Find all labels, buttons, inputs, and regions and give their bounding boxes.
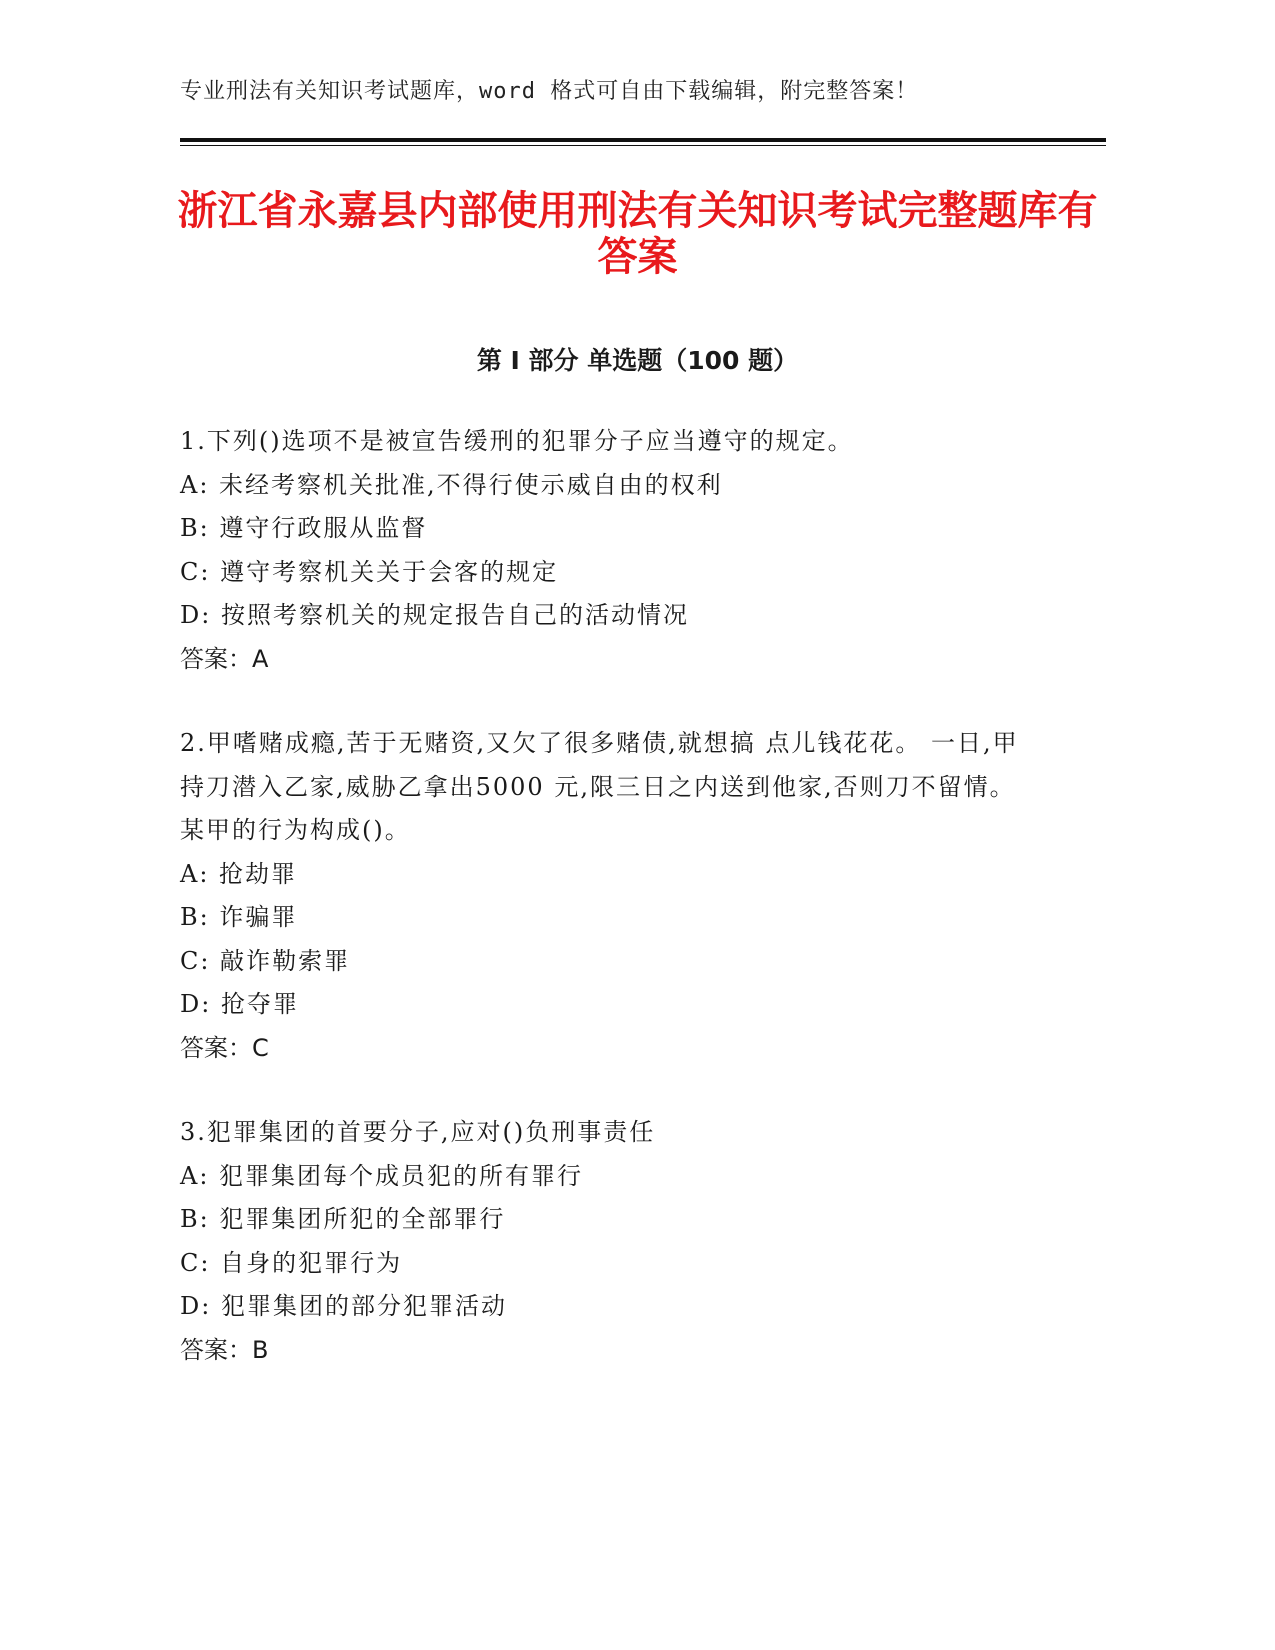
document-title: 浙江省永嘉县内部使用刑法有关知识考试完整题库有答案 xyxy=(177,188,1098,280)
question-list xyxy=(180,420,1040,1413)
question-stem: 2.甲嗜赌成瘾,苦于无赌资,又欠了很多赌债,就想搞 点儿钱花花。 一日,甲持刀潜入乙家,威胁乙拿出5000 元,限三日之内送到他家,否则刀不留情。某甲的行为构成()。 xyxy=(180,729,1019,844)
header-rule-thick xyxy=(180,138,1106,142)
answer-line: 答案：C xyxy=(180,1033,269,1062)
question-item xyxy=(180,420,1040,681)
section-heading: 第 I 部分 单选题（100 题） xyxy=(476,346,799,375)
question-stem: 3.犯罪集团的首要分子,应对()负刑事责任 xyxy=(180,1118,656,1146)
option-c: C: 自身的犯罪行为 xyxy=(180,1248,403,1277)
option-a: A: 抢劫罪 xyxy=(180,859,298,888)
option-c: C: 敲诈勒索罪 xyxy=(180,946,351,975)
option-d: D: 按照考察机关的规定报告自己的活动情况 xyxy=(180,601,689,629)
answer-line: 答案：B xyxy=(180,1335,269,1364)
header-note: 专业刑法有关知识考试题库，word 格式可自由下载编辑，附完整答案！ xyxy=(180,79,919,104)
option-c: C: 遵守考察机关关于会客的规定 xyxy=(180,557,559,586)
option-a: A: 未经考察机关批准,不得行使示威自由的权利 xyxy=(180,470,723,499)
answer-line: 答案：A xyxy=(180,644,269,673)
question-item xyxy=(180,1111,1040,1372)
question-item xyxy=(180,722,1040,1070)
option-d: D: 抢夺罪 xyxy=(180,990,299,1018)
option-d: D: 犯罪集团的部分犯罪活动 xyxy=(180,1292,507,1320)
option-b: B: 遵守行政服从监督 xyxy=(180,514,428,542)
option-b: B: 犯罪集团所犯的全部罪行 xyxy=(180,1205,506,1233)
question-stem: 1.下列()选项不是被宣告缓刑的犯罪分子应当遵守的规定。 xyxy=(180,427,854,455)
option-b: B: 诈骗罪 xyxy=(180,903,298,931)
option-a: A: 犯罪集团每个成员犯的所有罪行 xyxy=(180,1161,584,1190)
header-rule-thin xyxy=(180,145,1106,146)
